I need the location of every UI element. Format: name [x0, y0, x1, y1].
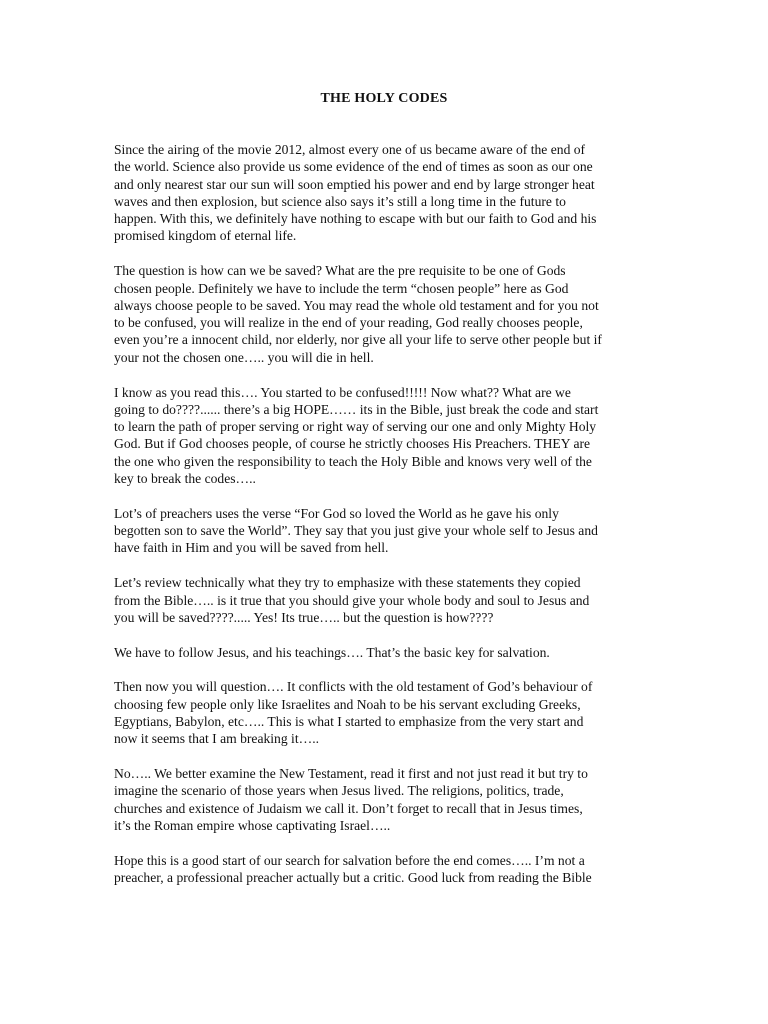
paragraph-6 [114, 644, 659, 661]
text-line: key to break the codes….. [114, 471, 256, 487]
text-line: preacher, a professional preacher actually but a critic. Good luck from reading the Bible [114, 870, 592, 886]
text-line: The question is how can we be saved? What are the pre requisite to be one of Gods [114, 263, 566, 279]
text-line: churches and existence of Judaism we call it. Don’t forget to recall that in Jesus times, [114, 800, 583, 816]
text-line: waves and then explosion, but science also says it’s still a long time in the future to [114, 193, 566, 209]
paragraph-9 [114, 852, 659, 887]
text-line: I know as you read this…. You started to be confused!!!!! Now what?? What are we [114, 384, 571, 400]
text-line: happen. With this, we definitely have nothing to escape with but our faith to God and his [114, 211, 597, 227]
text-line: going to do????...... there’s a big HOPE…… its in the Bible, just break the code and start [114, 401, 599, 417]
text-line: it’s the Roman empire whose captivating Israel….. [114, 818, 391, 833]
paragraph-2 [114, 262, 659, 366]
text-line: Since the airing of the movie 2012, almost every one of us became aware of the end of [114, 142, 586, 157]
text-line: you will be saved????..... Yes! Its true….. but the question is how???? [114, 609, 494, 625]
document-body [114, 141, 659, 904]
text-line: to be confused, you will realize in the end of your reading, God really chooses people, [114, 315, 583, 331]
document-title: THE HOLY CODES [320, 91, 448, 106]
text-line: chosen people. Definitely we have to include the term “chosen people” here as God [114, 280, 569, 296]
text-line: Let’s review technically what they try to emphasize with these statements they copied [114, 575, 581, 591]
text-line: imagine the scenario of those years when Jesus lived. The religions, politics, trade, [114, 783, 564, 799]
text-line: Then now you will question…. It conflicts with the old testament of God’s behaviour of [114, 679, 593, 695]
text-line: always choose people to be saved. You may read the whole old testament and for you not [114, 297, 599, 313]
text-line: begotten son to save the World”. They say that you just give your whole self to Jesus and [114, 523, 598, 539]
paragraph-7 [114, 678, 659, 747]
text-line: even you’re a innocent child, nor elderly, nor give all your life to serve other people but if [114, 332, 602, 348]
text-line: promised kingdom of eternal life. [114, 228, 297, 244]
paragraph-5 [114, 574, 659, 626]
paragraph-8 [114, 765, 659, 834]
paragraph-3 [114, 384, 659, 488]
text-line: and only nearest star our sun will soon emptied his power and end by large stronger heat [114, 176, 595, 192]
text-line: to learn the path of proper serving or right way of serving our one and only Mighty Holy [114, 419, 597, 435]
text-line: choosing few people only like Israelites and Noah to be his servant excluding Greeks, [114, 696, 581, 712]
text-line: Egyptians, Babylon, etc….. This is what I started to emphasize from the very start and [114, 714, 584, 730]
text-line: God. But if God chooses people, of course he strictly chooses His Preachers. THEY are [114, 436, 591, 452]
text-line: from the Bible….. is it true that you should give your whole body and soul to Jesus and [114, 592, 590, 608]
paragraph-4 [114, 505, 659, 557]
text-line: Hope this is a good start of our search for salvation before the end comes….. I’m not a [114, 852, 585, 868]
text-line: have faith in Him and you will be saved from hell. [114, 540, 389, 556]
text-line: Lot’s of preachers uses the verse “For God so loved the World as he gave his only [114, 505, 559, 521]
text-line: No….. We better examine the New Testament, read it first and not just read it but try to [114, 766, 588, 782]
text-line: the one who given the responsibility to teach the Holy Bible and knows very well of the [114, 453, 592, 469]
text-line: We have to follow Jesus, and his teachings…. That’s the basic key for salvation. [114, 644, 550, 660]
paragraph-1 [114, 141, 659, 245]
text-line: your not the chosen one….. you will die in hell. [114, 349, 374, 365]
text-line: the world. Science also provide us some evidence of the end of times as soon as our one [114, 159, 593, 175]
text-line: now it seems that I am breaking it….. [114, 731, 319, 747]
